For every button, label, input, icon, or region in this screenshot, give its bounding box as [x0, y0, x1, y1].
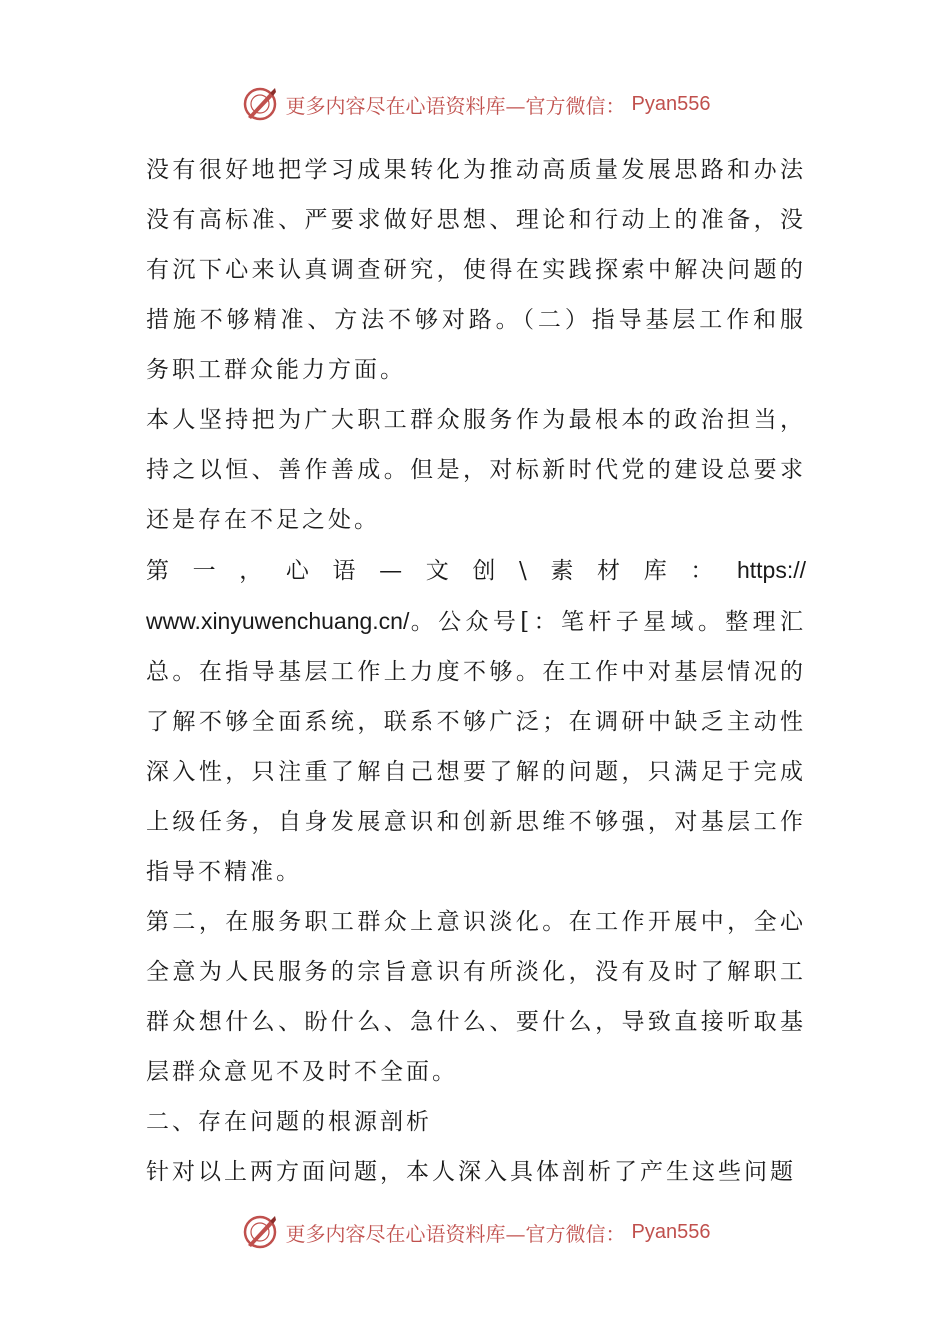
paragraph-last: 针对以上两方面问题，本人深入具体剖析了产生这些问题 [146, 1159, 796, 1185]
first-item-body [146, 596, 806, 897]
url-domain: www.xinyuwenchuang.cn/ [146, 608, 410, 634]
url-scheme: https:// [736, 557, 806, 583]
footer-watermark-banner [0, 1210, 950, 1254]
paragraph-2: 本人坚持把为广大职工群众服务作为最根本的政治担当，持之以恒、善作善成。但是，对标新时代党的建设总要求还是存在不足之处。 [146, 407, 806, 533]
document-body [146, 145, 806, 1197]
header-watermark-banner [0, 82, 950, 126]
paragraph-1: 没有很好地把学习成果转化为推动高质量发展思路和办法没有高标准、严要求做好思想、理论和行动上的准备，没有沉下心来认真调查研究，使得在实践探索中解决问题的措施不够精准、方法不够对路。（二）指导基层工作和服务职工群众能力方面。 [146, 157, 806, 383]
section-heading: 二、存在问题的根源剖析 [146, 1109, 432, 1135]
banner-text: 更多内容尽在心语资料库—官方微信： [285, 1221, 626, 1246]
pen-logo-icon [240, 84, 280, 124]
first-item-heading: 第一，心语—文创\素材库： [146, 558, 737, 584]
banner-text: 更多内容尽在心语资料库—官方微信： [285, 93, 626, 118]
pen-logo-icon [240, 1212, 280, 1252]
first-item-line1 [146, 545, 806, 596]
banner-wechat-id: Pyan556 [631, 1220, 711, 1243]
paragraph-second-item: 第二，在服务职工群众上意识淡化。在工作开展中，全心全意为人民服务的宗旨意识有所淡化，没有及时了解职工群众想什么、盼什么、急什么、要什么，导致直接听取基层群众意见不及时不全面。 [146, 909, 806, 1085]
first-item-text: 。公众号[：笔杆子星域。整理汇总。在指导基层工作上力度不够。在工作中对基层情况的了解不够全面系统，联系不够广泛；在调研中缺乏主动性深入性，只注重了解自己想要了解的问题，只满足于完成上级任务，自身发展意识和创新思维不够强，对基层工作指导不精准。 [146, 609, 806, 885]
banner-wechat-id: Pyan556 [631, 92, 711, 115]
